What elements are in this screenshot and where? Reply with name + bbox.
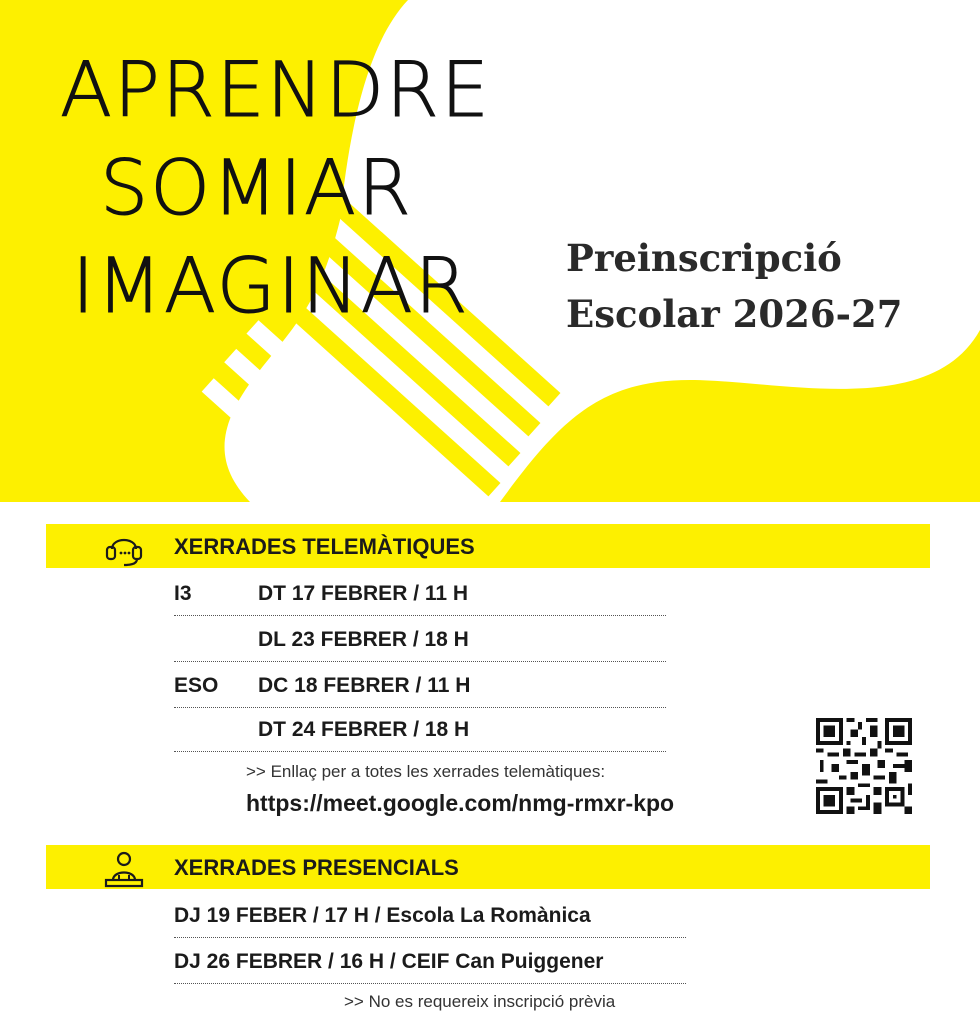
preinscription-title-line1: Preinscripció [566, 236, 842, 280]
no-registration-note: >> No es requereix inscripció prèvia [344, 992, 616, 1011]
talk-level: ESO [174, 674, 219, 697]
online-meeting-link[interactable]: https://meet.google.com/nmg-rmxr-kpo [246, 790, 675, 816]
online-talk-row [174, 708, 666, 752]
online-talk-row [174, 664, 666, 708]
in-person-talk-row [174, 894, 686, 938]
online-talk-row [174, 618, 666, 662]
talk-datetime: DC 18 FEBRER / 11 H [258, 674, 471, 697]
in-person-talks-header [46, 845, 930, 889]
online-talks-header [46, 524, 930, 568]
qr-code-icon[interactable] [816, 718, 912, 814]
headset-icon [102, 527, 146, 567]
in-person-talk-row [174, 940, 686, 984]
speaker-at-desk-icon [102, 848, 146, 888]
online-link-note: >> Enllaç per a totes les xerrades telemàtiques: [246, 762, 606, 781]
talk-datetime: DT 24 FEBRER / 18 H [258, 718, 470, 741]
headline-somiar: SOMIAR [100, 143, 413, 232]
talk-datetime: DT 17 FEBRER / 11 H [258, 582, 469, 605]
headline-aprendre: APRENDRE [60, 45, 491, 134]
in-person-talks-title: XERRADES PRESENCIALS [174, 855, 459, 880]
online-talk-row [174, 572, 666, 616]
preinscription-title [566, 230, 902, 342]
talk-details: DJ 19 FEBER / 17 H / Escola La Romànica [174, 904, 591, 927]
talk-level: I3 [174, 582, 192, 605]
talk-datetime: DL 23 FEBRER / 18 H [258, 628, 469, 651]
online-talks-title: XERRADES TELEMÀTIQUES [174, 534, 475, 559]
preinscription-title-line2: Escolar 2026-27 [566, 292, 903, 336]
hero-banner [0, 0, 980, 502]
headline-imaginar: IMAGINAR [72, 241, 470, 330]
talk-details: DJ 26 FEBRER / 16 H / CEIF Can Puiggener [174, 950, 604, 973]
